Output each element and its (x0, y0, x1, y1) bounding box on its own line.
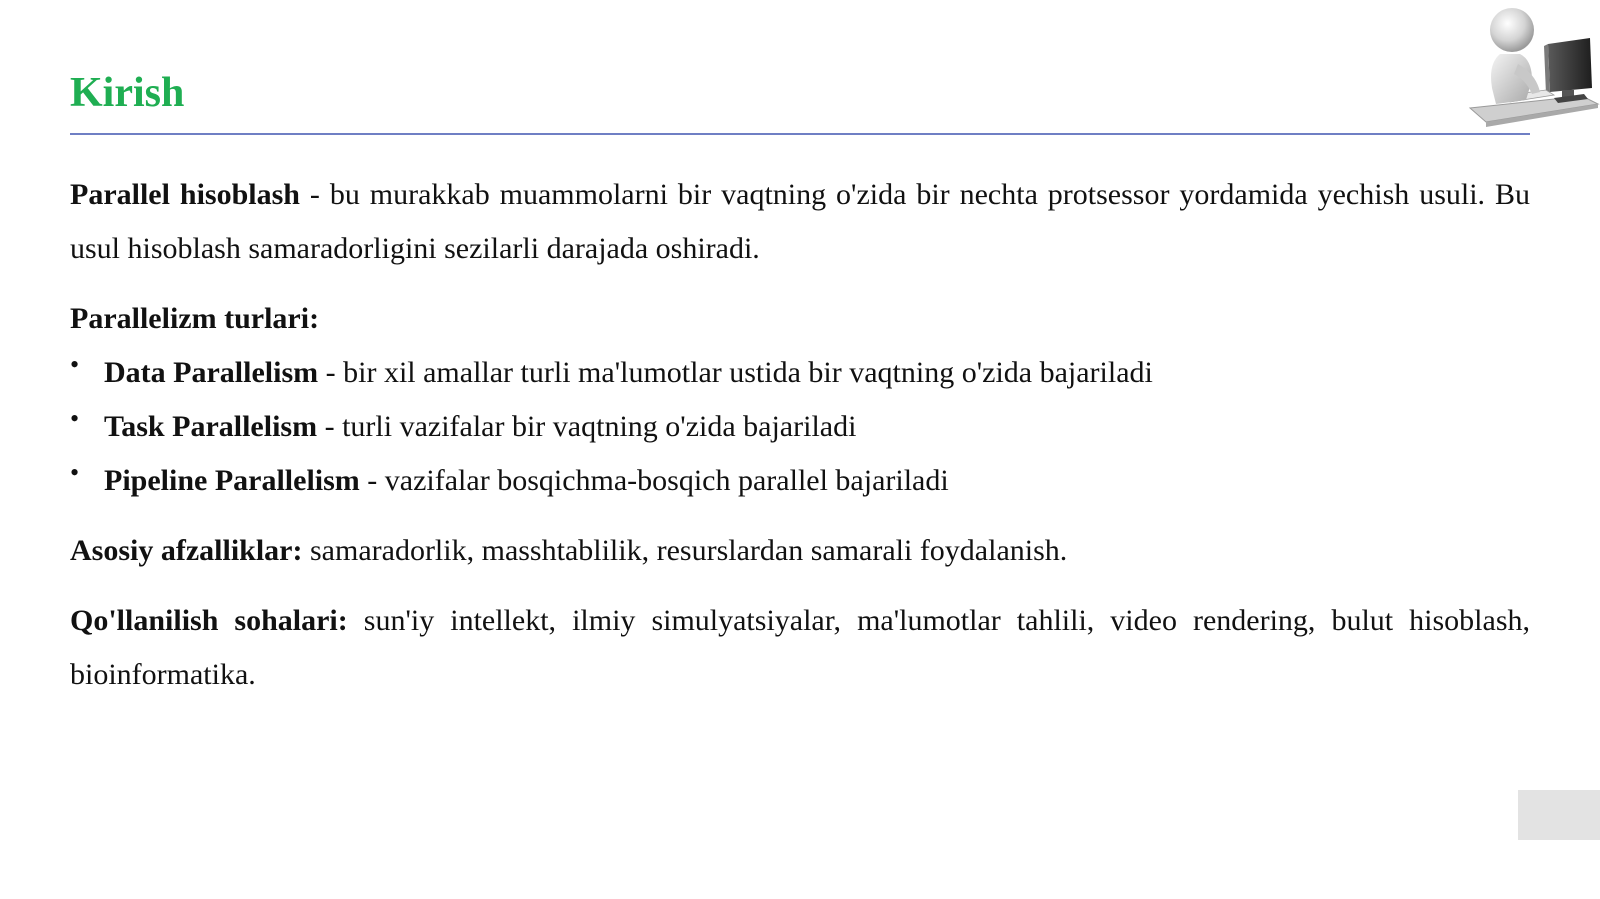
type-text: - turli vazifalar bir vaqtning o'zida bajariladi (317, 410, 857, 443)
list-item (70, 454, 1530, 508)
slide-body (70, 168, 1530, 718)
parallelism-types-list (70, 346, 1530, 508)
advantages-paragraph (70, 524, 1530, 578)
advantages-term: Asosiy afzalliklar: (70, 534, 303, 567)
applications-paragraph (70, 594, 1530, 702)
list-item (70, 346, 1530, 400)
bullet-icon: • (70, 404, 80, 433)
title-divider (70, 133, 1530, 135)
list-item (70, 400, 1530, 454)
slide-corner-placeholder (1518, 790, 1600, 840)
type-term: Pipeline Parallelism (104, 464, 360, 497)
person-at-computer-icon (1462, 4, 1600, 132)
bullet-icon: • (70, 458, 80, 487)
intro-paragraph (70, 168, 1530, 276)
intro-term: Parallel hisoblash (70, 178, 300, 211)
advantages-text: samaradorlik, masshtablilik, resurslardan samarali foydalanish. (302, 534, 1068, 567)
type-text: - bir xil amallar turli ma'lumotlar ustida bir vaqtning o'zida bajariladi (318, 356, 1153, 389)
applications-text: sun'iy intellekt, ilmiy simulyatsiyalar, ma'lumotlar tahlili, video rendering, bulut hisoblash, bioinformatika. (70, 604, 1530, 691)
type-term: Data Parallelism (104, 356, 319, 389)
bullet-icon: • (70, 350, 80, 379)
applications-term: Qo'llanilish sohalari: (70, 604, 348, 637)
slide-title: Kirish (70, 70, 185, 116)
types-heading: Parallelizm turlari: (70, 302, 320, 335)
type-term: Task Parallelism (104, 410, 318, 443)
intro-text: - bu murakkab muammolarni bir vaqtning o'zida bir nechta protsessor yordamida yechish usuli. Bu usul hisoblash samaradorligini sezilarli darajada oshiradi. (70, 178, 1530, 265)
type-text: - vazifalar bosqichma-bosqich parallel bajariladi (359, 464, 949, 497)
